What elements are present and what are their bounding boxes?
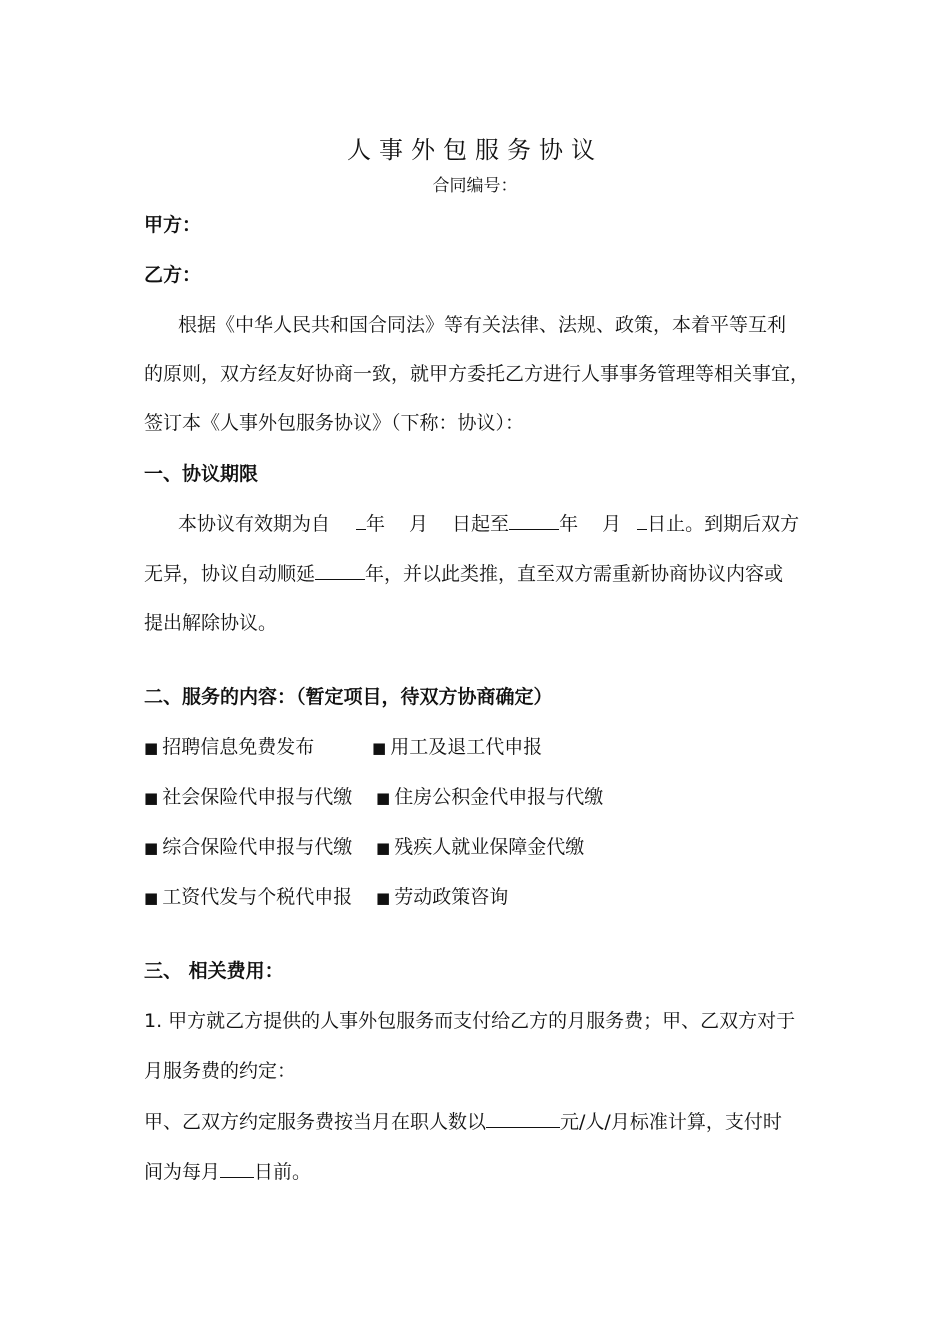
- fee-date-rest: 日前。: [254, 1161, 312, 1183]
- fee-paragraph-line-1: 1. 甲方就乙方提供的人事外包服务而支付给乙方的月服务费；甲、乙双方对于: [144, 1010, 796, 1032]
- blank-renewal-years: [315, 561, 365, 580]
- blank-start-year: [356, 511, 366, 530]
- party-a-label: 甲方：: [144, 214, 202, 236]
- bullet-square-icon: ■: [144, 889, 159, 907]
- service-item: [144, 885, 352, 910]
- document-title: 人事外包服务协议: [347, 136, 603, 164]
- service-item-label: 招聘信息免费发布: [162, 736, 315, 758]
- bullet-square-icon: ■: [144, 739, 159, 757]
- service-item-label: 综合保险代申报与代缴: [162, 836, 353, 858]
- bullet-square-icon: ■: [144, 839, 159, 857]
- term-text-end: 日止。到期后双方: [647, 513, 800, 535]
- section-2-heading: 二、服务的内容：（暂定项目，待双方协商确定）: [144, 686, 553, 708]
- fee-date-text: 间为每月: [144, 1161, 221, 1183]
- section-3-heading: 三、 相关费用：: [144, 960, 284, 982]
- service-item: [376, 835, 584, 860]
- party-b-label: 乙方：: [144, 264, 202, 286]
- bullet-square-icon: ■: [376, 789, 391, 807]
- bullet-square-icon: ■: [372, 739, 387, 757]
- service-item-label: 残疾人就业保障金代缴: [394, 836, 585, 858]
- intro-line-2: 的原则，双方经友好协商一致，就甲方委托乙方进行人事事务管理等相关事宜，: [144, 363, 810, 385]
- bullet-square-icon: ■: [376, 839, 391, 857]
- contract-number-label: 合同编号：: [432, 176, 518, 196]
- intro-line-3: 签订本《人事外包服务协议》（下称：协议）：: [144, 412, 525, 434]
- fee-paragraph-line-4: [144, 1159, 311, 1184]
- blank-end-year: [509, 511, 559, 530]
- term-paragraph-line-3: 提出解除协议。: [144, 612, 278, 634]
- service-item: [372, 735, 542, 760]
- blank-fee-amount: [486, 1109, 560, 1128]
- term-month-2: 月: [602, 513, 622, 535]
- service-item: [144, 735, 314, 760]
- term-day-1: 日起至: [452, 513, 510, 535]
- term-text-from: 本协议有效期为自: [178, 513, 331, 535]
- service-item: [376, 785, 603, 810]
- bullet-square-icon: ■: [144, 789, 159, 807]
- service-item: [144, 785, 352, 810]
- blank-end-day: [637, 511, 647, 530]
- term-year-1: 年: [366, 513, 386, 535]
- service-item: [376, 885, 508, 910]
- service-item-label: 用工及退工代申报: [390, 736, 543, 758]
- service-item: [144, 835, 352, 860]
- term-renewal-rest: 年，并以此类推，直至双方需重新协商协议内容或: [365, 563, 784, 585]
- term-paragraph-line-1: [178, 511, 799, 536]
- fee-rate-rest: 元/人/月标准计算，支付时: [560, 1111, 782, 1133]
- service-item-label: 住房公积金代申报与代缴: [394, 786, 604, 808]
- term-renewal-text: 无异，协议自动顺延: [144, 563, 316, 585]
- service-item-label: 工资代发与个税代申报: [162, 886, 353, 908]
- service-item-label: 社会保险代申报与代缴: [162, 786, 353, 808]
- fee-paragraph-line-3: [144, 1109, 782, 1134]
- bullet-square-icon: ■: [376, 889, 391, 907]
- fee-rate-text: 甲、乙双方约定服务费按当月在职人数以: [144, 1111, 487, 1133]
- term-year-2: 年: [559, 513, 579, 535]
- fee-paragraph-line-2: 月服务费的约定：: [144, 1060, 297, 1082]
- term-month-1: 月: [409, 513, 429, 535]
- intro-line-1: 根据《中华人民共和国合同法》等有关法律、法规、政策，本着平等互利: [178, 314, 787, 336]
- section-1-heading: 一、协议期限: [144, 463, 259, 485]
- service-item-label: 劳动政策咨询: [394, 886, 509, 908]
- blank-payment-day: [220, 1159, 254, 1178]
- term-paragraph-line-2: [144, 561, 783, 586]
